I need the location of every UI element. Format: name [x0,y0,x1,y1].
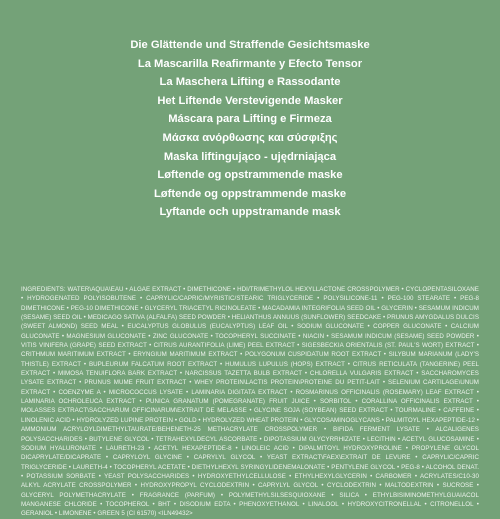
title-italian: La Maschera Lifting e Rassodante [159,76,341,89]
title-polish: Maska liftingująco - ujędrniająca [163,150,337,163]
product-name-translations [0,36,500,222]
title-greek: Μάσκα ανόρθωσης και σύσφιξης [162,131,338,144]
title-swedish: Lyftande och uppstramande mask [159,206,341,219]
ingredients-list: INGREDIENTS: WATER\AQUA\EAU • ALGAE EXTRACT • DIMETHICONE • HDI/TRIMETHYLOL HEXYLLACTONE CROSSPOLYMER • CYCLOPENTASILOXANE • HYDROGENATED POLYISOBUTENE • CAPRYLIC/CAPRIC/MYRISTIC/STEARIC TRIGLYCERIDE • POLYSILICONE-11 • PEG-100 STEARATE • PEG-8 DIMETHICONE • PEG-10 DIMETHICONE • GLYCERYL TRIACETYL RICINOLEATE • MACADAMIA INTEGRIFOLIA SEED OIL • GLYCERIN • SESAMUM INDICUM (SESAME) SEED OIL • MEDICAGO SATIVA (ALFALFA) SEED POWDER • HELIANTHUS ANNUUS (SUNFLOWER) SEEDCAKE • PRUNUS AMYGDALUS DULCIS (SWEET ALMOND) SEED MEAL • EUCALYPTUS GLOBULUS (EUCALYPTUS) LEAF OIL • SODIUM GLUCONATE • COPPER GLUCONATE • CALCIUM GLUCONATE • MAGNESIUM GLUCONATE • ZINC GLUCONATE • TOCOPHERYL SUCCINATE • NIACIN • SESAMUM INDICUM (SESAME) SEED POWDER • VITIS VINIFERA (GRAPE) SEED EXTRACT • CITRUS AURANTIFOLIA (LIME) PEEL EXTRACT • SIGESBECKIA ORIENTALIS (ST. PAUL'S WORT) EXTRACT • CRITHMUM MARITIMUM EXTRACT • ERYNGIUM MARITIMUM EXTRACT • POLYGONUM CUSPIDATUM ROOT EXTRACT • SILYBUM MARIANUM (LADY'S THISTLE) EXTRACT • BUPLEURUM FALCATUM ROOT EXTRACT • HUMULUS LUPULUS (HOPS) EXTRACT • CITRUS RETICULATA (TANGERINE) PEEL EXTRACT • MIMOSA TENUIFLORA BARK EXTRACT • NARCISSUS TAZETTA BULB EXTRACT • CHLORELLA VULGARIS EXTRACT • SACCHAROMYCES LYSATE EXTRACT • PRUNUS MUME FRUIT EXTRACT • WHEY PROTEIN\LACTIS PROTEIN\PROTEINE DU PETIT-LAIT • SELENIUM CARTILAGE\UNUM EXTRACT • COENZYME A • MICROCOCCUS LYSATE • LAMINARIA DIGITATA EXTRACT • ROSMARINUS OFFICINALIS (ROSEMARY) LEAF EXTRACT • LAMINARIA OCHROLEUCA EXTRACT • PUNICA GRANATUM (POMEGRANATE) FRUIT JUICE • SORBITOL • CORALLINA OFFICINALIS EXTRACT • MOLASSES EXTRACT\SACCHARUM OFFICINARUM\EXTRAIT DE MELASSE • GLYCINE SOJA (SOYBEAN) SEED EXTRACT • TOURMALINE • CAFFEINE • LINOLENIC ACID • HYDROLYZED LUPINE PROTEIN • GOLD • HYDROLYZED WHEAT PROTEIN • GLYCOSAMINOGLYCANS • PALMITOYL HEXAPEPTIDE-12 • AMMONIUM ACRYLOYLDIMETHYLTAURATE/BEHENETH-25 METHACRYLATE CROSSPOLYMER • BIFIDA FERMENT LYSATE • ALCALIGENES POLYSACCHARIDES • BUTYLENE GLYCOL • TETRAHEXYLDECYL ASCORBATE • DIPOTASSIUM GLYCYRRHIZATE • LECITHIN • ACETYL GLUCOSAMINE • SODIUM HYALURONATE • LAURETH-23 • ACETYL HEXAPEPTIDE-8 • LINOLEIC ACID • DIPALMITOYL HYDROXYPROLINE • PROPYLENE GLYCOL DICAPRYLATE/DICAPRATE • CAPRYLOYL GLYCINE • CAPRYLYL GLYCOL • YEAST EXTRACT\FAEX\EXTRAIT DE LEVURE • CAPRYLIC/CAPRIC TRIGLYCERIDE • LAURETH-4 • TOCOPHERYL ACETATE • DIETHYLHEXYL SYRINGYLIDENEMALONATE • PENTYLENE GLYCOL • PEG-8 • ALCOHOL DENAT. • POTASSIUM SORBATE • YEAST POLYSACCHARIDES • HYDROXYETHYLCELLULOSE • ETHYLHEXYLGLYCERIN • CARBOMER • ACRYLATES/C10-30 ALKYL ACRYLATE CROSSPOLYMER • HYDROXYPROPYL CYCLODEXTRIN • CAPRYLYL GLYCOL • CYCLODEXTRIN • MALTODEXTRIN • SUCROSE • GLYCERYL POLYMETHACRYLATE • FRAGRANCE (PARFUM) • POLYMETHYLSILSESQUIOXANE • SILICA • ETHYLBISIMINOMETHYLGUAIACOL MANGANESE CHLORIDE • TOCOPHEROL • BHT • DISODIUM EDTA • PHENOXYETHANOL • LINALOOL • HYDROXYCITRONELLAL • CITRONELLOL • GERANIOL • LIMONENE • GREEN 5 (CI 61570) <ILN49432> [21,286,479,518]
title-german: Die Glättende und Straffende Gesichtsmaske [130,39,370,51]
title-norwegian: Løftende og oppstrammende maske [153,187,347,200]
title-danish: Løftende og opstrammende maske [157,169,343,182]
title-dutch: Het Liftende Verstevigende Masker [157,94,343,107]
title-spanish: La Mascarilla Reafirmante y Efecto Tensor [137,57,363,70]
title-portuguese: Máscara para Lifting e Firmeza [168,113,332,126]
